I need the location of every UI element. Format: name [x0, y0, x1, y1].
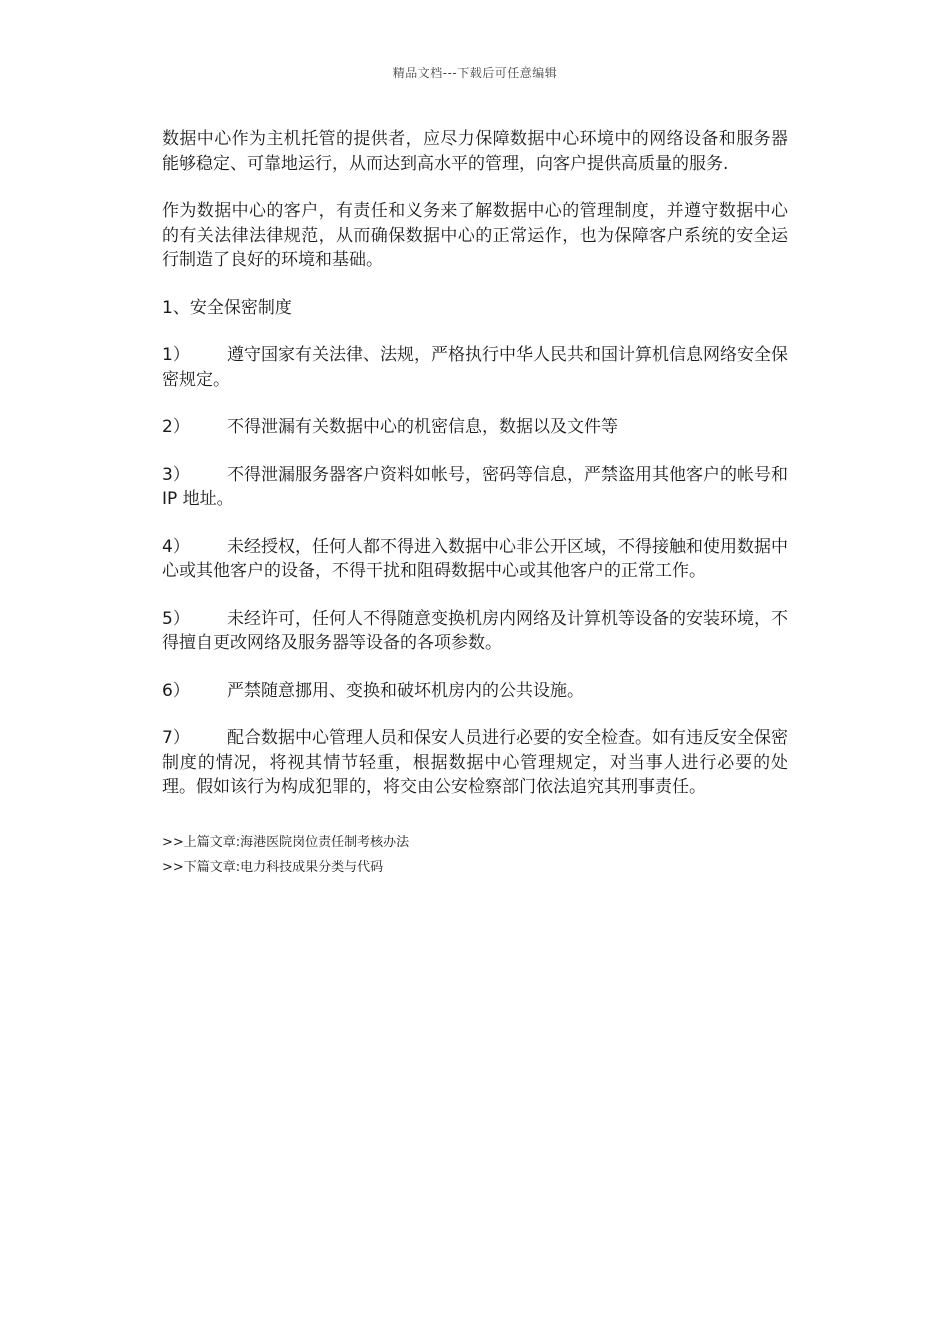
rule-number: 6）	[162, 680, 190, 701]
next-article-link-row	[162, 855, 788, 880]
rule-number: 7）	[162, 728, 190, 748]
rule-text: 配合数据中心管理人员和保安人员进行必要的安全检查。如有违反安全保密制度的情况，将视其情节轻重，根据数据中心管理规定，对当事人进行必要的处理。假如该行为构成犯罪的，将交由公安检察部门依法追究其刑事责任。	[162, 728, 788, 797]
rule-item-7	[162, 726, 788, 800]
rule-number: 5）	[162, 608, 190, 629]
rule-item-5	[162, 607, 788, 656]
page-header: 精品文档---下载后可任意编辑	[392, 66, 558, 80]
document-body	[162, 127, 788, 880]
prev-article-link-row	[162, 830, 788, 855]
rule-text: 未经许可，任何人不得随意变换机房内网络及计算机等设备的安装环境，不得擅自更改网络及服务器等设备的各项参数。	[162, 608, 788, 653]
intro-paragraph-2: 作为数据中心的客户，有责任和义务来了解数据中心的管理制度，并遵守数据中心的有关法律法律规范，从而确保数据中心的正常运作，也为保障客户系统的安全运行制造了良好的环境和基础。	[162, 201, 788, 270]
rule-item-1	[162, 343, 788, 392]
article-navigation	[162, 830, 788, 880]
rule-item-2	[162, 415, 788, 440]
rule-text: 严禁随意挪用、变换和破坏机房内的公共设施。	[227, 680, 584, 701]
rule-number: 4）	[162, 536, 190, 557]
rule-number: 2）	[162, 417, 190, 437]
next-article-link[interactable]: >>下篇文章:电力科技成果分类与代码	[162, 859, 384, 875]
rule-text: 不得泄漏服务器客户资料如帐号，密码等信息，严禁盗用其他客户的帐号和 IP 地址。	[162, 464, 788, 509]
rule-item-4	[162, 535, 788, 584]
prev-article-link[interactable]: >>上篇文章:海港医院岗位责任制考核办法	[162, 834, 410, 850]
rule-number: 1）	[162, 345, 190, 365]
rule-text: 不得泄漏有关数据中心的机密信息，数据以及文件等	[227, 417, 618, 437]
rule-item-6	[162, 679, 788, 704]
intro-paragraph-1: 数据中心作为主机托管的提供者，应尽力保障数据中心环境中的网络设备和服务器能够稳定、可靠地运行，从而达到高水平的管理，向客户提供高质量的服务.	[162, 129, 788, 174]
rule-number: 3）	[162, 464, 190, 485]
rule-item-3	[162, 463, 788, 512]
rule-text: 遵守国家有关法律、法规，严格执行中华人民共和国计算机信息网络安全保密规定。	[162, 345, 788, 390]
section-title: 1、安全保密制度	[162, 297, 292, 318]
rule-text: 未经授权，任何人都不得进入数据中心非公开区域，不得接触和使用数据中心或其他客户的设备，不得干扰和阻碍数据中心或其他客户的正常工作。	[162, 536, 788, 581]
